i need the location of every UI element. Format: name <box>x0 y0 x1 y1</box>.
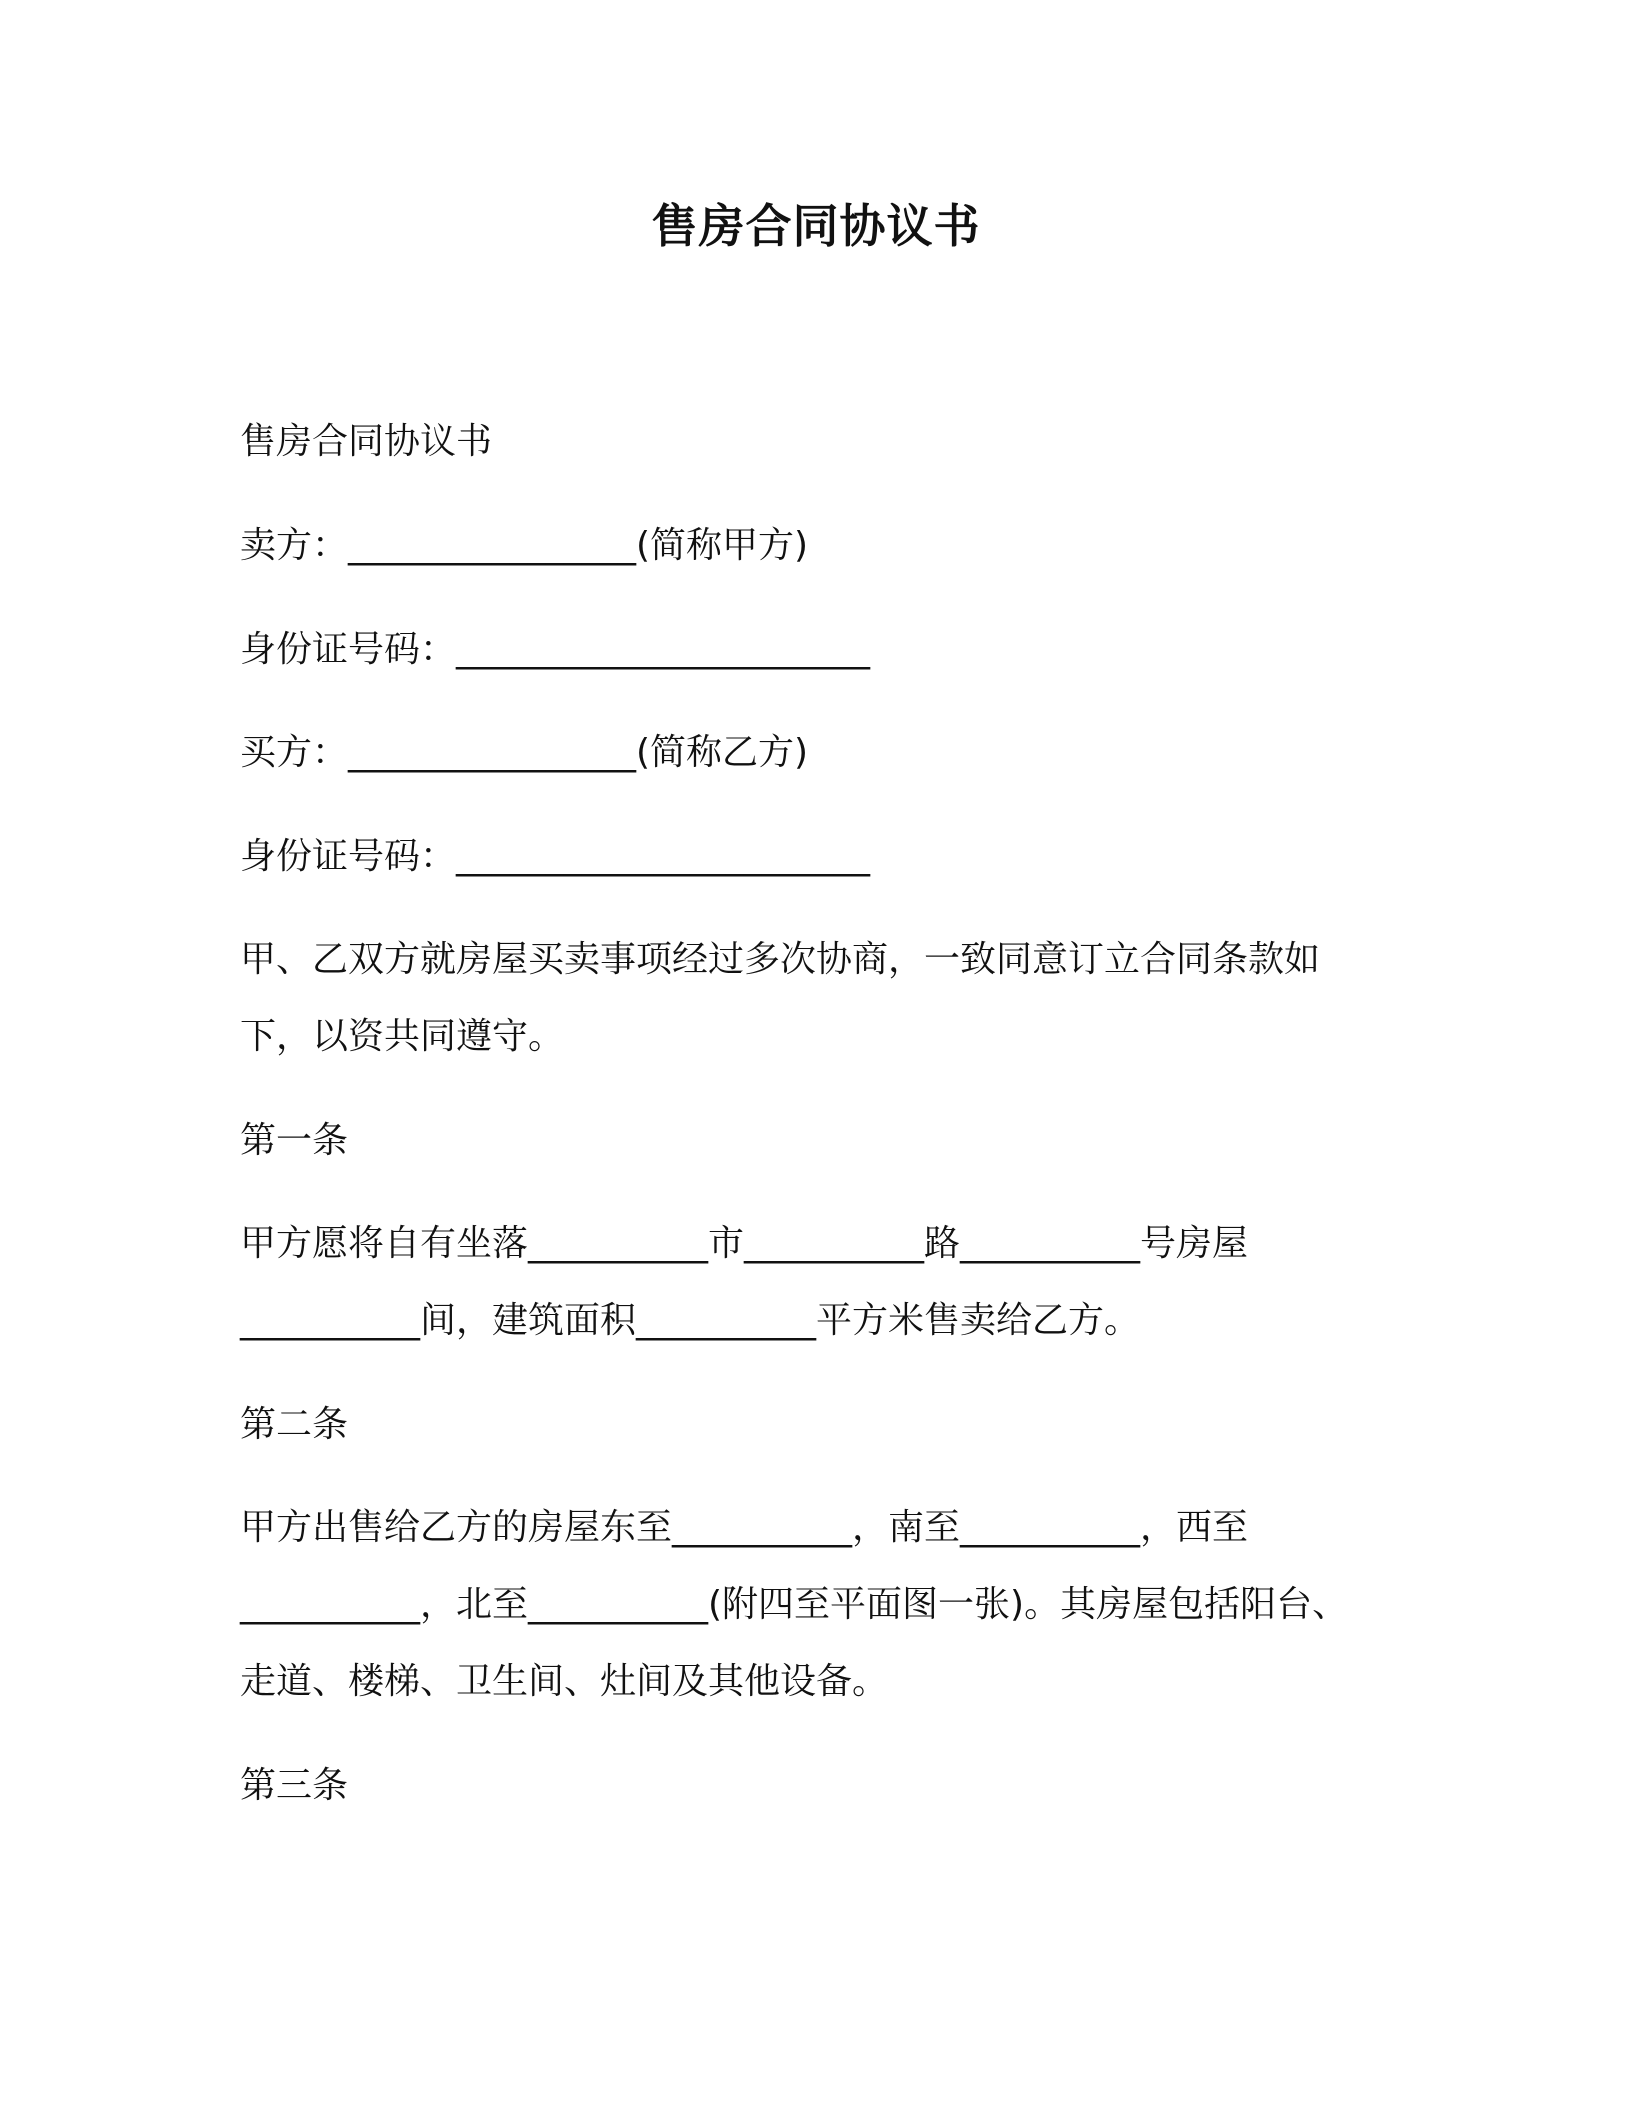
intro-line-1: 甲、乙双方就房屋买卖事项经过多次协商，一致同意订立合同条款如 <box>240 939 1321 980</box>
article-1-line-1: 甲方愿将自有坐落__________市__________路__________号房屋 <box>240 1223 1249 1264</box>
article-1-line-2: __________间，建筑面积__________平方米售卖给乙方。 <box>240 1300 1141 1341</box>
document-subtitle: 售房合同协议书 <box>240 421 493 462</box>
intro-line-2: 下，以资共同遵守。 <box>240 1016 565 1057</box>
seller-id-line: 身份证号码：_______________________ <box>240 629 871 670</box>
article-3-heading: 第三条 <box>240 1765 349 1806</box>
article-2-line-1: 甲方出售给乙方的房屋东至__________，南至__________，西至 <box>240 1507 1249 1548</box>
article-2-heading: 第二条 <box>240 1404 349 1445</box>
article-1-heading: 第一条 <box>240 1120 349 1161</box>
seller-line: 卖方：________________(简称甲方) <box>240 525 809 566</box>
article-2-line-3: 走道、楼梯、卫生间、灶间及其他设备。 <box>240 1661 889 1702</box>
document-title: 售房合同协议书 <box>651 199 981 253</box>
article-2-line-2: __________，北至__________(附四至平面图一张)。其房屋包括阳台、 <box>240 1584 1349 1625</box>
buyer-line: 买方：________________(简称乙方) <box>240 732 809 773</box>
buyer-id-line: 身份证号码：_______________________ <box>240 836 871 877</box>
